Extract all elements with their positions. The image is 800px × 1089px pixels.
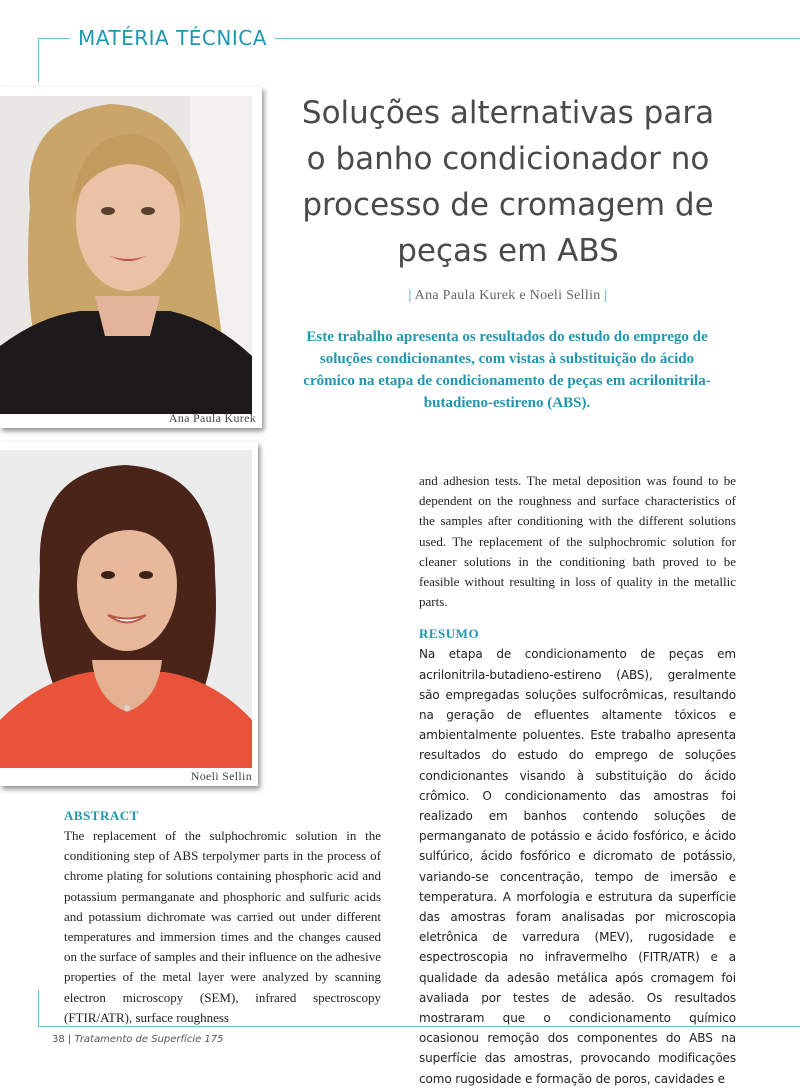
abstract-heading: ABSTRACT bbox=[64, 808, 139, 823]
article-lead: Este trabalho apresenta os resultados do estudo do emprego de soluções condicionantes, com vistas à substituição do ácido crômico na etapa de condicionamento de peças em acrilonitrila-butadieno-estireno (ABS). bbox=[303, 329, 711, 411]
column-left bbox=[64, 808, 381, 1028]
portrait-image bbox=[0, 450, 252, 768]
resumo-text: Na etapa de condicionamento de peças em acrilonitrila-butadieno-estireno (ABS), geralmente são empregadas soluções sulfocrômicas, resultando na geração de efluentes altamente tóxicos e ambientalmente poluentes. Este trabalho apresenta resultados do estudo do emprego de soluções condicionantes visando à substituição do ácido crômico. O condicionamento das amostras foi realizado em banhos contendo soluções de permanganato de potássio e ácido fosfórico, e ácido sulfúrico, ácido fosfórico e dicromato de potássio, variando-se concentração, tempo de imersão e temperatura. A morfologia e estrutura da superfície das amostras foram analisadas por microscopia eletrônica de varredura (MEV), rugosidade e espectroscopia no infravermelho (FITR/ATR) e a qualidade da adesão metálica após cromagem foi avaliada por testes de adesão. Os resultados mostraram que o condicionamento químico ocasionou remoção dos componentes do ABS na superfície das amostras, provocando modificações como rugosidade e formação de poros, cavidades e bbox=[419, 647, 736, 1086]
photo-caption: Noeli Sellin bbox=[190, 769, 252, 783]
resumo-heading: RESUMO bbox=[419, 626, 480, 642]
portrait-image bbox=[0, 96, 252, 414]
section-label: MATÉRIA TÉCNICA bbox=[70, 24, 275, 52]
author-photo-noeli-sellin bbox=[0, 442, 258, 786]
footer-separator: | bbox=[67, 1034, 72, 1045]
abstract-text-part1: The replacement of the sulphochromic solution in the conditioning step of ABS terpolymer parts in the process of chrome plating for solutions containing phosphoric acid and potassium permanganate and phosphoric and sulfuric acids and potassium dichromate was carried out under different temperatures and immersion times and the changes caused on the surface of samples and their influence on the adhesive properties of the metal layer were analyzed by scanning electron microscopy (SEM), infrared spectroscopy (FTIR/ATR), surface roughness bbox=[64, 828, 381, 1025]
footer-rule bbox=[38, 1026, 800, 1027]
header-rule-vertical bbox=[38, 38, 39, 82]
page-footer bbox=[52, 1034, 224, 1045]
author-photo-ana-paula-kurek bbox=[0, 87, 262, 428]
article-authors bbox=[300, 288, 716, 304]
authors-names: Ana Paula Kurek e Noeli Sellin bbox=[414, 288, 601, 303]
abstract-text-part2: and adhesion tests. The metal deposition was found to be dependent on the roughness and surface characteristics of the samples after conditioning with the different solutions used. The replacement of the sulphochromic solution for cleaner solutions in the conditioning bath proved to be feasible without resulting in loss of quality in the metallic parts. bbox=[419, 473, 736, 610]
authors-bar-open: | bbox=[408, 288, 412, 303]
article-title: Soluções alternativas para o banho condicionador no processo de cromagem de peças em ABS bbox=[301, 95, 715, 269]
photo-caption: Ana Paula Kurek bbox=[168, 411, 256, 425]
page-number: 38 bbox=[52, 1034, 65, 1045]
publication-name: Tratamento de Superfície 175 bbox=[74, 1034, 224, 1045]
authors-bar-close: | bbox=[604, 288, 608, 303]
column-right bbox=[419, 471, 736, 1089]
footer-rule-vertical bbox=[38, 990, 39, 1027]
